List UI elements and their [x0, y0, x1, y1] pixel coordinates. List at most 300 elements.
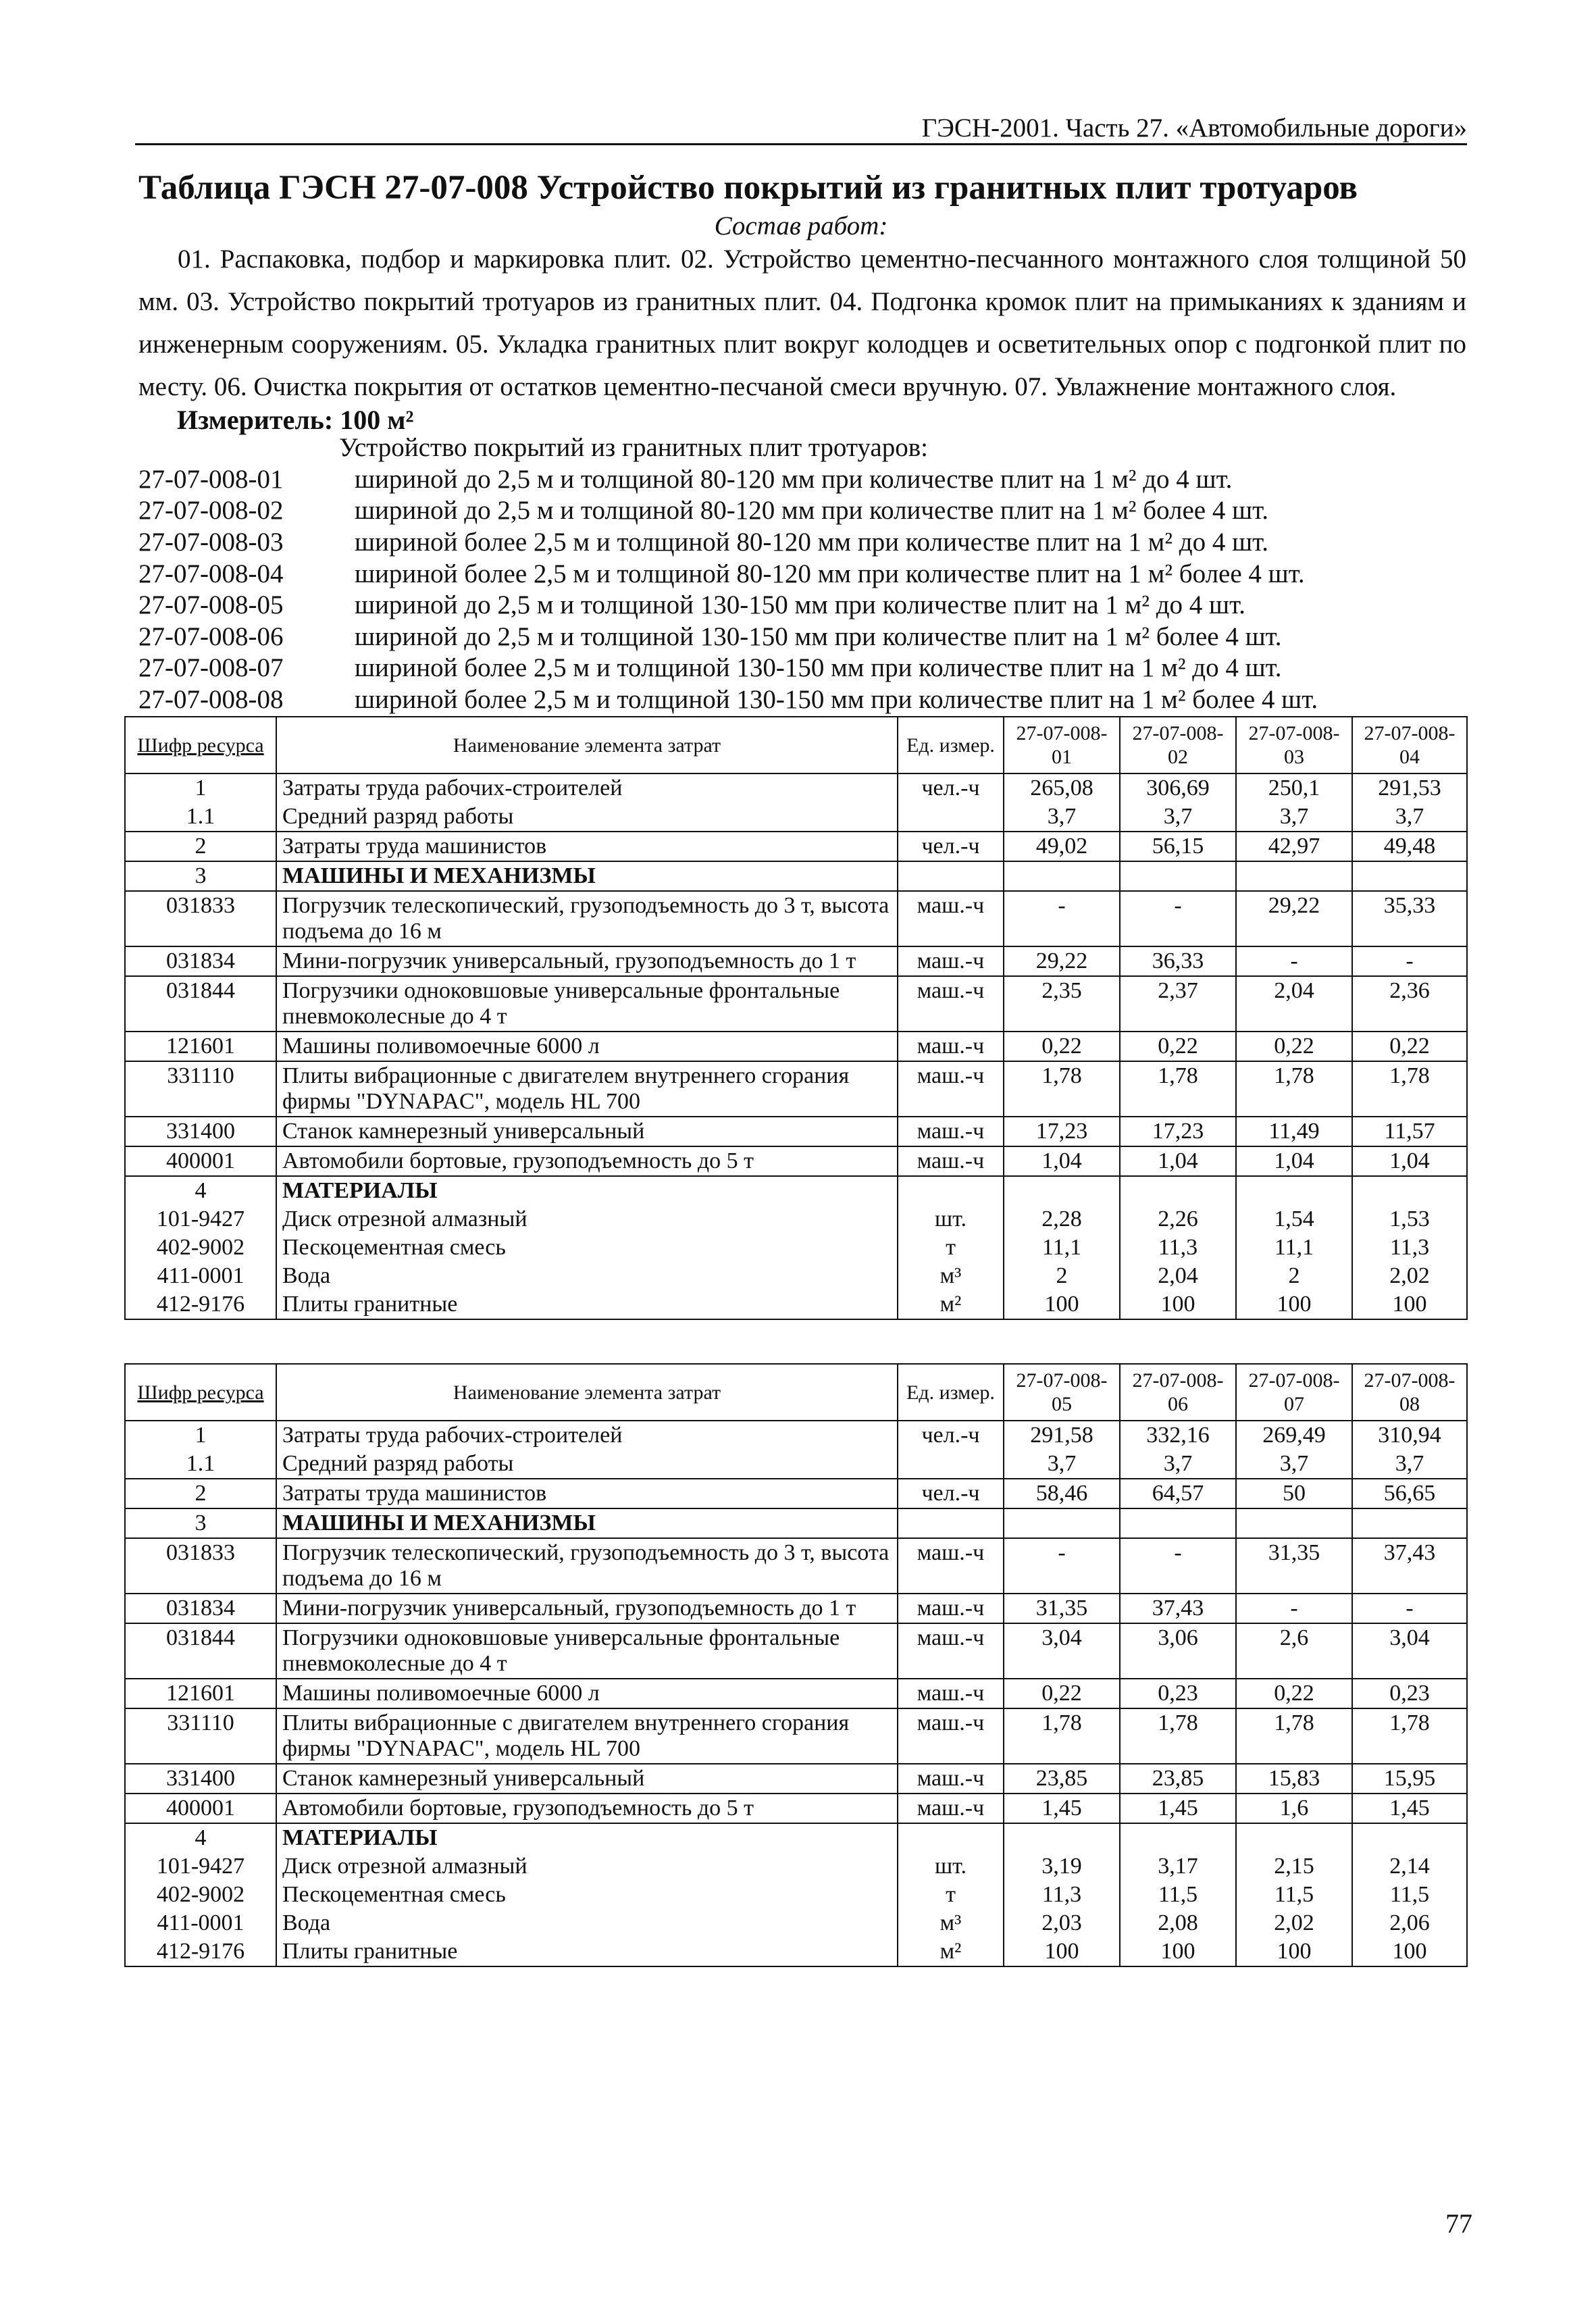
- table-row: [125, 1479, 1467, 1508]
- cell-value: 31,35: [1236, 1538, 1352, 1594]
- cell-value: 1,78: [1236, 1708, 1352, 1764]
- cell-value: [1236, 861, 1352, 891]
- cell-unit: маш.-ч: [898, 1117, 1004, 1146]
- cell-unit: маш.-ч: [898, 1594, 1004, 1623]
- cell-value: 1,78: [1004, 1708, 1120, 1764]
- cell-unit: маш.-ч: [898, 1679, 1004, 1708]
- table-row: [125, 1823, 1467, 1852]
- header-variant: 27-07-008-01: [1004, 717, 1120, 773]
- cell-value: 1,04: [1236, 1146, 1352, 1176]
- cell-value: 100: [1352, 1937, 1467, 1966]
- cell-value: 2,06: [1352, 1909, 1467, 1937]
- variant-code: 27-07-008-06: [138, 621, 284, 651]
- cell-value: 291,53: [1352, 773, 1467, 803]
- composition-subtitle: Состав работ:: [714, 211, 888, 240]
- cell-value: [1236, 1823, 1352, 1852]
- cell-name: Погрузчики одноковшовые универсальные фронтальные пневмоколесные до 4 т: [276, 976, 898, 1032]
- cell-unit: [898, 1450, 1004, 1479]
- cell-value: [1120, 861, 1236, 891]
- cell-value: [1352, 1823, 1467, 1852]
- cell-code: 101-9427: [125, 1205, 276, 1234]
- variant-code: 27-07-008-07: [138, 653, 284, 683]
- cost-table-2: [124, 1363, 1468, 1967]
- cell-value: [1004, 1176, 1120, 1205]
- cell-unit: маш.-ч: [898, 1764, 1004, 1794]
- measure-unit: Измеритель: 100 м²: [177, 405, 414, 435]
- variant-item: [138, 463, 1466, 495]
- header-name: Наименование элемента затрат: [276, 1364, 898, 1421]
- cell-value: 100: [1004, 1937, 1120, 1966]
- cell-value: 2,15: [1236, 1852, 1352, 1881]
- cell-unit: [898, 1823, 1004, 1852]
- cell-value: 100: [1236, 1290, 1352, 1319]
- table-row: [125, 1262, 1467, 1290]
- cell-value: 56,15: [1120, 832, 1236, 861]
- cell-unit: маш.-ч: [898, 976, 1004, 1032]
- cell-value: 1,54: [1236, 1205, 1352, 1234]
- cell-value: 2,37: [1120, 976, 1236, 1032]
- table-row: [125, 1764, 1467, 1794]
- cell-name: Машины поливомоечные 6000 л: [276, 1032, 898, 1061]
- cell-value: 0,22: [1352, 1032, 1467, 1061]
- cell-value: 17,23: [1120, 1117, 1236, 1146]
- cell-value: 3,7: [1120, 1450, 1236, 1479]
- cell-value: [1236, 1508, 1352, 1538]
- cell-value: -: [1004, 891, 1120, 946]
- table-row: [125, 1205, 1467, 1234]
- cell-value: 1,78: [1236, 1061, 1352, 1117]
- cell-value: 3,7: [1236, 1450, 1352, 1479]
- cell-unit: шт.: [898, 1205, 1004, 1234]
- table-row: [125, 976, 1467, 1032]
- cell-value: 50: [1236, 1479, 1352, 1508]
- cell-unit: [898, 1508, 1004, 1538]
- cell-name: Затраты труда рабочих-строителей: [276, 1421, 898, 1450]
- cell-value: 0,23: [1352, 1679, 1467, 1708]
- cell-unit: маш.-ч: [898, 1708, 1004, 1764]
- variant-text: шириной более 2,5 м и толщиной 130-150 мм при количестве плит на 1 м² более 4 шт.: [355, 684, 1318, 714]
- cell-code: 412-9176: [125, 1937, 276, 1966]
- cell-code: 031834: [125, 946, 276, 976]
- cell-value: 11,3: [1120, 1234, 1236, 1262]
- cell-value: 1,04: [1004, 1146, 1120, 1176]
- variant-code: 27-07-008-01: [138, 464, 284, 494]
- variant-code: 27-07-008-05: [138, 590, 284, 620]
- variants-list: [138, 463, 1466, 715]
- cell-value: [1004, 861, 1120, 891]
- cell-value: 1,78: [1120, 1061, 1236, 1117]
- table-row: [125, 891, 1467, 946]
- cell-value: 1,53: [1352, 1205, 1467, 1234]
- cell-value: 100: [1120, 1937, 1236, 1966]
- cell-unit: [898, 861, 1004, 891]
- cell-value: 42,97: [1236, 832, 1352, 861]
- cell-code: 1: [125, 773, 276, 803]
- cell-value: [1236, 1176, 1352, 1205]
- cell-code: 4: [125, 1823, 276, 1852]
- cell-value: 3,7: [1352, 803, 1467, 832]
- cell-code: 402-9002: [125, 1881, 276, 1909]
- cell-value: [1004, 1823, 1120, 1852]
- cell-value: 2,02: [1236, 1909, 1352, 1937]
- cell-value: 3,06: [1120, 1623, 1236, 1679]
- cell-name: Мини-погрузчик универсальный, грузоподъемность до 1 т: [276, 1594, 898, 1623]
- variant-text: шириной до 2,5 м и толщиной 80-120 мм при количестве плит на 1 м² до 4 шт.: [355, 464, 1233, 494]
- cell-value: 2,02: [1352, 1262, 1467, 1290]
- page-title: Таблица ГЭСН 27-07-008 Устройство покрытий из гранитных плит тротуаров: [138, 169, 1358, 207]
- variant-item: [138, 621, 1466, 653]
- table-row: [125, 1234, 1467, 1262]
- cell-value: 269,49: [1236, 1421, 1352, 1450]
- cell-value: 64,57: [1120, 1479, 1236, 1508]
- cell-value: 2,26: [1120, 1205, 1236, 1234]
- table-row: [125, 1708, 1467, 1764]
- cell-unit: маш.-ч: [898, 1538, 1004, 1594]
- cell-value: 11,1: [1236, 1234, 1352, 1262]
- cell-value: [1352, 1508, 1467, 1538]
- cell-name: Пескоцементная смесь: [276, 1881, 898, 1909]
- table-row: [125, 1594, 1467, 1623]
- cell-value: 0,22: [1236, 1032, 1352, 1061]
- cell-value: 0,22: [1004, 1032, 1120, 1061]
- cell-value: 250,1: [1236, 773, 1352, 803]
- cell-value: 29,22: [1236, 891, 1352, 946]
- cell-code: 031833: [125, 1538, 276, 1594]
- cell-unit: чел.-ч: [898, 1479, 1004, 1508]
- cell-value: 265,08: [1004, 773, 1120, 803]
- cell-value: -: [1236, 1594, 1352, 1623]
- cell-name: Погрузчики одноковшовые универсальные фронтальные пневмоколесные до 4 т: [276, 1623, 898, 1679]
- cell-value: 100: [1120, 1290, 1236, 1319]
- cell-value: 1,04: [1352, 1146, 1467, 1176]
- cell-value: 17,23: [1004, 1117, 1120, 1146]
- table-row: [125, 1146, 1467, 1176]
- cell-unit: маш.-ч: [898, 1623, 1004, 1679]
- cell-code: 1.1: [125, 1450, 276, 1479]
- cell-value: 3,19: [1004, 1852, 1120, 1881]
- cell-code: 331400: [125, 1764, 276, 1794]
- cell-name: Мини-погрузчик универсальный, грузоподъемность до 1 т: [276, 946, 898, 976]
- cell-value: 23,85: [1120, 1764, 1236, 1794]
- cell-value: 2,6: [1236, 1623, 1352, 1679]
- cell-value: 100: [1236, 1937, 1352, 1966]
- cell-unit: т: [898, 1881, 1004, 1909]
- cell-value: 1,6: [1236, 1794, 1352, 1823]
- cell-value: [1120, 1508, 1236, 1538]
- cell-code: 331110: [125, 1708, 276, 1764]
- cell-value: 291,58: [1004, 1421, 1120, 1450]
- variant-text: шириной до 2,5 м и толщиной 130-150 мм при количестве плит на 1 м² до 4 шт.: [355, 590, 1245, 620]
- cell-code: 1: [125, 1421, 276, 1450]
- cell-value: 1,78: [1004, 1061, 1120, 1117]
- cell-value: 2,08: [1120, 1909, 1236, 1937]
- table-row: [125, 1508, 1467, 1538]
- variant-code: 27-07-008-03: [138, 527, 284, 557]
- cell-value: [1004, 1508, 1120, 1538]
- cell-code: 1.1: [125, 803, 276, 832]
- cost-table-1: [124, 716, 1468, 1320]
- cell-value: 11,1: [1004, 1234, 1120, 1262]
- cell-unit: чел.-ч: [898, 773, 1004, 803]
- table-row: [125, 1538, 1467, 1594]
- cell-unit: чел.-ч: [898, 1421, 1004, 1450]
- cell-value: 49,48: [1352, 832, 1467, 861]
- cell-value: 3,7: [1352, 1450, 1467, 1479]
- variant-item: [138, 589, 1466, 621]
- cell-unit: м³: [898, 1909, 1004, 1937]
- cell-value: 11,3: [1352, 1234, 1467, 1262]
- cell-name: Затраты труда рабочих-строителей: [276, 773, 898, 803]
- cell-value: 11,5: [1120, 1881, 1236, 1909]
- cell-name: Средний разряд работы: [276, 803, 898, 832]
- cell-value: 29,22: [1004, 946, 1120, 976]
- cell-value: [1120, 1176, 1236, 1205]
- variant-item: [138, 495, 1466, 527]
- cell-value: 37,43: [1120, 1594, 1236, 1623]
- header-variant: 27-07-008-03: [1236, 717, 1352, 773]
- cell-code: 4: [125, 1176, 276, 1205]
- variant-text: шириной более 2,5 м и толщиной 80-120 мм при количестве плит на 1 м² более 4 шт.: [355, 559, 1305, 588]
- table-row: [125, 1117, 1467, 1146]
- cell-value: 2,35: [1004, 976, 1120, 1032]
- cell-unit: маш.-ч: [898, 1061, 1004, 1117]
- cell-name: Затраты труда машинистов: [276, 832, 898, 861]
- variant-code: 27-07-008-08: [138, 684, 284, 714]
- table-row: [125, 1852, 1467, 1881]
- cell-value: 58,46: [1004, 1479, 1120, 1508]
- cell-value: 36,33: [1120, 946, 1236, 976]
- table-row: [125, 1176, 1467, 1205]
- cell-value: 0,22: [1120, 1032, 1236, 1061]
- cell-code: 121601: [125, 1679, 276, 1708]
- cell-name: МАТЕРИАЛЫ: [276, 1176, 898, 1205]
- composition-text: 01. Распаковка, подбор и маркировка плит. 02. Устройство цементно-песчанного монтажного слоя толщиной 50 мм. 03. Устройство покрытий тротуаров из гранитных плит. 04. Подгонка кромок плит на примыканиях к зданиям и инженерным сооружениям. 05. Укладка гранитных плит вокруг колодцев и осветительных опор с подгонкой плит по месту. 06. Очистка покрытия от остатков цементно-песчаной смеси вручную. 07. Увлажнение монтажного слоя.: [138, 245, 1466, 401]
- cell-unit: т: [898, 1234, 1004, 1262]
- cell-value: [1352, 861, 1467, 891]
- cell-unit: чел.-ч: [898, 832, 1004, 861]
- header-code: Шифр ресурса: [125, 1364, 276, 1421]
- cell-code: 3: [125, 1508, 276, 1538]
- cell-name: Автомобили бортовые, грузоподъемность до 5 т: [276, 1146, 898, 1176]
- cell-value: -: [1004, 1538, 1120, 1594]
- cell-value: 3,04: [1004, 1623, 1120, 1679]
- cell-name: Диск отрезной алмазный: [276, 1205, 898, 1234]
- table-row: [125, 946, 1467, 976]
- cell-value: 31,35: [1004, 1594, 1120, 1623]
- cell-code: 101-9427: [125, 1852, 276, 1881]
- cell-value: 1,04: [1120, 1146, 1236, 1176]
- cell-value: 2: [1004, 1262, 1120, 1290]
- cell-value: -: [1352, 1594, 1467, 1623]
- variant-text: шириной более 2,5 м и толщиной 130-150 мм при количестве плит на 1 м² до 4 шт.: [355, 653, 1282, 683]
- cell-name: Погрузчик телескопический, грузоподъемность до 3 т, высота подъема до 16 м: [276, 1538, 898, 1594]
- cell-value: 35,33: [1352, 891, 1467, 946]
- cell-value: 23,85: [1004, 1764, 1120, 1794]
- cell-value: 3,7: [1004, 803, 1120, 832]
- variant-code: 27-07-008-04: [138, 559, 284, 588]
- cell-name: МАШИНЫ И МЕХАНИЗМЫ: [276, 861, 898, 891]
- cell-code: 031833: [125, 891, 276, 946]
- table-row: [125, 1794, 1467, 1823]
- cell-code: 331400: [125, 1117, 276, 1146]
- cell-value: 3,7: [1120, 803, 1236, 832]
- cell-value: 0,23: [1120, 1679, 1236, 1708]
- cell-name: Автомобили бортовые, грузоподъемность до 5 т: [276, 1794, 898, 1823]
- cell-name: Средний разряд работы: [276, 1450, 898, 1479]
- table-row: [125, 1450, 1467, 1479]
- cell-unit: [898, 803, 1004, 832]
- cell-value: 11,57: [1352, 1117, 1467, 1146]
- cell-name: Диск отрезной алмазный: [276, 1852, 898, 1881]
- cell-unit: шт.: [898, 1852, 1004, 1881]
- cell-value: 3,04: [1352, 1623, 1467, 1679]
- table-row: [125, 1679, 1467, 1708]
- cell-value: 2,04: [1236, 976, 1352, 1032]
- cell-value: 11,5: [1352, 1881, 1467, 1909]
- cell-value: 11,49: [1236, 1117, 1352, 1146]
- cell-value: 2,04: [1120, 1262, 1236, 1290]
- cell-code: 400001: [125, 1794, 276, 1823]
- cell-unit: [898, 1176, 1004, 1205]
- variant-text: шириной до 2,5 м и толщиной 130-150 мм при количестве плит на 1 м² более 4 шт.: [355, 621, 1282, 651]
- cell-value: 0,22: [1236, 1679, 1352, 1708]
- cell-value: 0,22: [1004, 1679, 1120, 1708]
- running-head: ГЭСН-2001. Часть 27. «Автомобильные дороги»: [921, 113, 1467, 143]
- header-variant: 27-07-008-02: [1120, 717, 1236, 773]
- cell-value: 1,78: [1120, 1708, 1236, 1764]
- cell-code: 3: [125, 861, 276, 891]
- cell-unit: маш.-ч: [898, 891, 1004, 946]
- cell-code: 2: [125, 832, 276, 861]
- cell-name: Вода: [276, 1262, 898, 1290]
- cell-value: -: [1120, 1538, 1236, 1594]
- cell-value: 2,28: [1004, 1205, 1120, 1234]
- cell-code: 031844: [125, 976, 276, 1032]
- cell-name: Плиты гранитные: [276, 1937, 898, 1966]
- variant-text: шириной более 2,5 м и толщиной 80-120 мм при количестве плит на 1 м² до 4 шт.: [355, 527, 1269, 557]
- table-row: [125, 773, 1467, 803]
- cell-name: Вода: [276, 1909, 898, 1937]
- cell-name: МАТЕРИАЛЫ: [276, 1823, 898, 1852]
- cell-code: 031834: [125, 1594, 276, 1623]
- cell-value: 11,3: [1004, 1881, 1120, 1909]
- cell-unit: маш.-ч: [898, 946, 1004, 976]
- cell-unit: маш.-ч: [898, 1146, 1004, 1176]
- cell-value: 100: [1004, 1290, 1120, 1319]
- cell-name: Плиты вибрационные с двигателем внутреннего сгорания фирмы "DYNAPAC", модель HL 700: [276, 1061, 898, 1117]
- header-variant: 27-07-008-06: [1120, 1364, 1236, 1421]
- header-unit: Ед. измер.: [898, 1364, 1004, 1421]
- header-rule: [135, 143, 1467, 145]
- table-row: [125, 803, 1467, 832]
- page-number: 77: [1445, 2208, 1472, 2239]
- cell-value: [1120, 1823, 1236, 1852]
- cell-value: 37,43: [1352, 1538, 1467, 1594]
- cell-name: Плиты вибрационные с двигателем внутреннего сгорания фирмы "DYNAPAC", модель HL 700: [276, 1708, 898, 1764]
- header-variant: 27-07-008-04: [1352, 717, 1467, 773]
- cell-unit: м²: [898, 1937, 1004, 1966]
- cell-value: 310,94: [1352, 1421, 1467, 1450]
- table-row: [125, 1623, 1467, 1679]
- cell-code: 411-0001: [125, 1262, 276, 1290]
- variant-item: [138, 684, 1466, 715]
- table-row: [125, 1881, 1467, 1909]
- variant-code: 27-07-008-02: [138, 496, 284, 526]
- cell-value: -: [1352, 946, 1467, 976]
- cell-unit: м³: [898, 1262, 1004, 1290]
- variant-item: [138, 558, 1466, 590]
- table-row: [125, 1061, 1467, 1117]
- cell-value: 306,69: [1120, 773, 1236, 803]
- cell-code: 411-0001: [125, 1909, 276, 1937]
- cell-value: 11,5: [1236, 1881, 1352, 1909]
- cell-value: 2,03: [1004, 1909, 1120, 1937]
- cell-name: МАШИНЫ И МЕХАНИЗМЫ: [276, 1508, 898, 1538]
- table-row: [125, 1909, 1467, 1937]
- header-name: Наименование элемента затрат: [276, 717, 898, 773]
- cell-code: 402-9002: [125, 1234, 276, 1262]
- cell-value: 1,45: [1004, 1794, 1120, 1823]
- cell-value: -: [1120, 891, 1236, 946]
- cell-code: 400001: [125, 1146, 276, 1176]
- cell-code: 031844: [125, 1623, 276, 1679]
- cell-value: -: [1236, 946, 1352, 976]
- cell-code: 2: [125, 1479, 276, 1508]
- cell-name: Станок камнерезный универсальный: [276, 1764, 898, 1794]
- table-row: [125, 1937, 1467, 1966]
- header-variant: 27-07-008-07: [1236, 1364, 1352, 1421]
- table-row: [125, 1032, 1467, 1061]
- header-variant: 27-07-008-05: [1004, 1364, 1120, 1421]
- cell-value: 3,17: [1120, 1852, 1236, 1881]
- header-unit: Ед. измер.: [898, 717, 1004, 773]
- cell-unit: маш.-ч: [898, 1794, 1004, 1823]
- table-row: [125, 1290, 1467, 1319]
- variant-item: [138, 653, 1466, 684]
- cell-value: 332,16: [1120, 1421, 1236, 1450]
- table-row: [125, 832, 1467, 861]
- cell-name: Затраты труда машинистов: [276, 1479, 898, 1508]
- cell-value: 100: [1352, 1290, 1467, 1319]
- cell-name: Плиты гранитные: [276, 1290, 898, 1319]
- header-variant: 27-07-008-08: [1352, 1364, 1467, 1421]
- variant-item: [138, 526, 1466, 558]
- variant-text: шириной до 2,5 м и толщиной 80-120 мм при количестве плит на 1 м² более 4 шт.: [355, 496, 1269, 526]
- cell-code: 331110: [125, 1061, 276, 1117]
- cell-value: 15,95: [1352, 1764, 1467, 1794]
- cell-value: 1,78: [1352, 1708, 1467, 1764]
- cell-value: [1352, 1176, 1467, 1205]
- cell-value: 1,78: [1352, 1061, 1467, 1117]
- cell-name: Погрузчик телескопический, грузоподъемность до 3 т, высота подъема до 16 м: [276, 891, 898, 946]
- cell-name: Пескоцементная смесь: [276, 1234, 898, 1262]
- variants-heading: Устройство покрытий из гранитных плит тротуаров:: [339, 433, 928, 462]
- header-code: Шифр ресурса: [125, 717, 276, 773]
- table-row: [125, 1421, 1467, 1450]
- cell-value: 49,02: [1004, 832, 1120, 861]
- cell-value: 1,45: [1352, 1794, 1467, 1823]
- cell-code: 121601: [125, 1032, 276, 1061]
- cell-value: 56,65: [1352, 1479, 1467, 1508]
- cell-value: 3,7: [1236, 803, 1352, 832]
- cell-unit: м²: [898, 1290, 1004, 1319]
- cell-unit: маш.-ч: [898, 1032, 1004, 1061]
- cell-value: 2: [1236, 1262, 1352, 1290]
- cell-name: Машины поливомоечные 6000 л: [276, 1679, 898, 1708]
- cell-value: 1,45: [1120, 1794, 1236, 1823]
- cell-code: 412-9176: [125, 1290, 276, 1319]
- cell-value: 3,7: [1004, 1450, 1120, 1479]
